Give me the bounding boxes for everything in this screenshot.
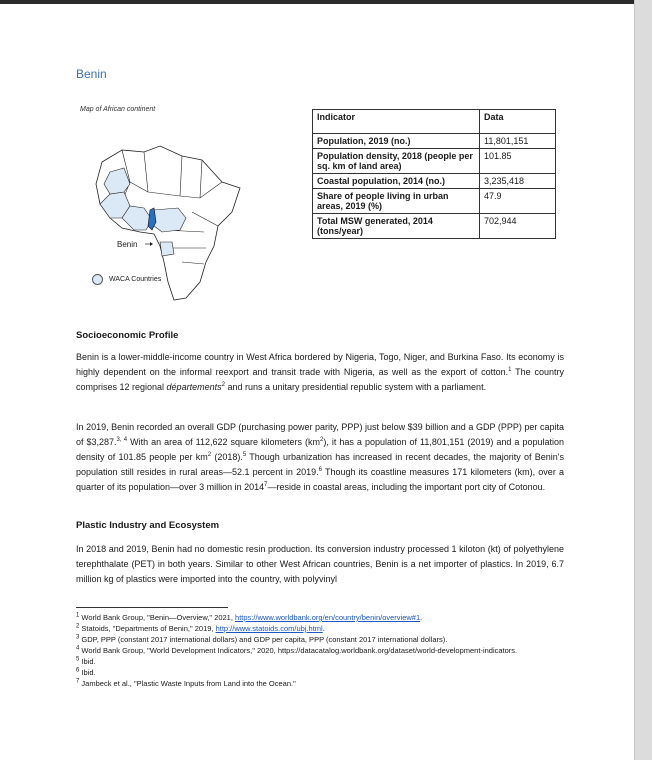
table-cell-value: 702,944 bbox=[480, 214, 556, 239]
footnote-text: GDP, PPP (constant 2017 international dollars) and GDP per capita, PPP (constant 2017 international dollars). bbox=[79, 635, 448, 644]
map-legend bbox=[92, 274, 161, 285]
footnote-3 bbox=[76, 634, 564, 645]
table-cell-indicator: Share of people living in urban areas, 2019 (%) bbox=[313, 189, 480, 214]
p2-text-g: —reside in coastal areas, including the important port city of Cotonou. bbox=[267, 482, 546, 492]
footnote-text: Ibid. bbox=[79, 657, 96, 666]
table-cell-value: 101.85 bbox=[480, 149, 556, 174]
footnote-text: Ibid. bbox=[79, 668, 96, 677]
table-cell-value: 11,801,151 bbox=[480, 134, 556, 149]
table-header-data: Data bbox=[480, 110, 556, 134]
footnote-6 bbox=[76, 667, 564, 678]
superscript-squared: 2 bbox=[207, 452, 212, 458]
table-cell-indicator: Total MSW generated, 2014 (tons/year) bbox=[313, 214, 480, 239]
p1-text-b: The country comprises 12 regional bbox=[76, 367, 564, 392]
table-row bbox=[313, 149, 556, 174]
p2-text-d: (2018). bbox=[211, 452, 243, 462]
footnote-ref-2: 2 bbox=[221, 382, 225, 388]
footnote-text: Statoids, "Departments of Benin," 2019, bbox=[79, 624, 216, 633]
footnote-number: 7 bbox=[76, 678, 80, 685]
table-row bbox=[313, 214, 556, 239]
footnote-number: 5 bbox=[76, 656, 80, 663]
table-header-row bbox=[313, 110, 556, 134]
footnote-number: 6 bbox=[76, 667, 80, 674]
paragraph-3 bbox=[76, 542, 564, 587]
p2-text-b: With an area of 112,622 square kilometers (km bbox=[127, 437, 321, 447]
legend-label: WACA Countries bbox=[109, 276, 162, 283]
table-cell-indicator: Coastal population, 2014 (no.) bbox=[313, 174, 480, 189]
footnote-ref-7: 7 bbox=[264, 482, 268, 488]
plastic-industry-heading: Plastic Industry and Ecosystem bbox=[76, 520, 220, 531]
viewer-scrollbar-area[interactable] bbox=[634, 0, 652, 760]
table-cell-indicator: Population density, 2018 (people per sq. km of land area) bbox=[313, 149, 480, 174]
p2-text-c: ), it has a population of 11,801,151 (2019) and a population density of 101.85 people per km bbox=[76, 437, 564, 462]
benin-pointer-arrow bbox=[150, 242, 153, 246]
footnote-number: 1 bbox=[76, 612, 80, 619]
p3-text: In 2018 and 2019, Benin had no domestic resin production. Its conversion industry processed 1 kiloton (kt) of polyethylene terephthalate (PET) in both years. Similar to other West African countries, Benin is a net importer of plastics. In 2019, 6.7 million kg of plastics were imported into the country, with polyvinyl bbox=[76, 544, 564, 584]
footnote-text: Jambeck et al., "Plastic Waste Inputs from Land into the Ocean." bbox=[79, 679, 296, 688]
footnote-text: World Bank Group, "Benin—Overview," 2021, bbox=[79, 613, 236, 622]
table-row bbox=[313, 174, 556, 189]
table-row bbox=[313, 189, 556, 214]
paragraph-1 bbox=[76, 350, 564, 395]
footnote-number: 4 bbox=[76, 645, 80, 652]
footnotes bbox=[76, 612, 564, 689]
table-cell-value: 47.9 bbox=[480, 189, 556, 214]
footnote-7 bbox=[76, 678, 564, 689]
map-caption: Map of African continent bbox=[80, 106, 156, 113]
superscript-squared: 2 bbox=[320, 437, 324, 443]
p2-text-a: In 2019, Benin recorded an overall GDP (purchasing power parity, PPP) just below $39 billion and a GDP (PPP) per capita of $3,287. bbox=[76, 422, 564, 447]
footnote-4 bbox=[76, 645, 564, 656]
p1-text-c: and runs a unitary presidential republic system with a parliament. bbox=[224, 382, 487, 392]
indicator-table bbox=[312, 109, 556, 239]
p2-text-e: Though urbanization has increased in recent decades, the majority of Benin's population still resides in rural areas—52.1 percent in 2019. bbox=[76, 452, 564, 477]
table-row bbox=[313, 134, 556, 149]
footnote-ref-5: 5 bbox=[242, 452, 247, 458]
p1-text-a: Benin is a lower-middle-income country in West Africa bordered by Nigeria, Togo, Niger, and Burkina Faso. Its economy is highly dependent on the informal reexport and transit trade with Nigeria, as well as the export of cotton. bbox=[76, 352, 564, 377]
legend-circle-icon bbox=[92, 274, 103, 285]
footnote-ref-6: 6 bbox=[318, 467, 322, 473]
footnote-text: . bbox=[322, 624, 325, 633]
footnote-5 bbox=[76, 656, 564, 667]
footnote-ref-3-4: 3, 4 bbox=[116, 437, 128, 443]
footnote-1 bbox=[76, 612, 564, 623]
socioeconomic-heading: Socioeconomic Profile bbox=[76, 330, 179, 341]
footnote-ref-1: 1 bbox=[508, 367, 512, 373]
map-benin-label: Benin bbox=[117, 240, 138, 249]
p1-emphasis: départements bbox=[166, 382, 222, 392]
p2-text-f: Though its coastline measures 171 kilometers (km), over a quarter of its population—over 3 million in 2014 bbox=[76, 467, 565, 492]
waca-region-saotome bbox=[160, 242, 174, 256]
footnote-number: 2 bbox=[76, 623, 80, 630]
footnote-1-link[interactable]: https://www.worldbank.org/en/country/benin/overview#1 bbox=[235, 613, 421, 622]
country-title: Benin bbox=[76, 67, 107, 81]
table-cell-value: 3,235,418 bbox=[480, 174, 556, 189]
paragraph-2 bbox=[76, 420, 564, 495]
footnote-2 bbox=[76, 623, 564, 634]
footnote-divider bbox=[76, 607, 228, 608]
footnote-number: 3 bbox=[76, 634, 80, 641]
footnote-text: World Bank Group, "World Development Indicators," 2020, https://datacatalog.worldbank.org/dataset/world-development-indicators. bbox=[79, 646, 518, 655]
table-cell-indicator: Population, 2019 (no.) bbox=[313, 134, 480, 149]
footnote-2-link[interactable]: http://www.statoids.com/ubj.html bbox=[215, 624, 323, 633]
footnote-text: . bbox=[420, 613, 423, 622]
table-header-indicator: Indicator bbox=[313, 110, 480, 134]
